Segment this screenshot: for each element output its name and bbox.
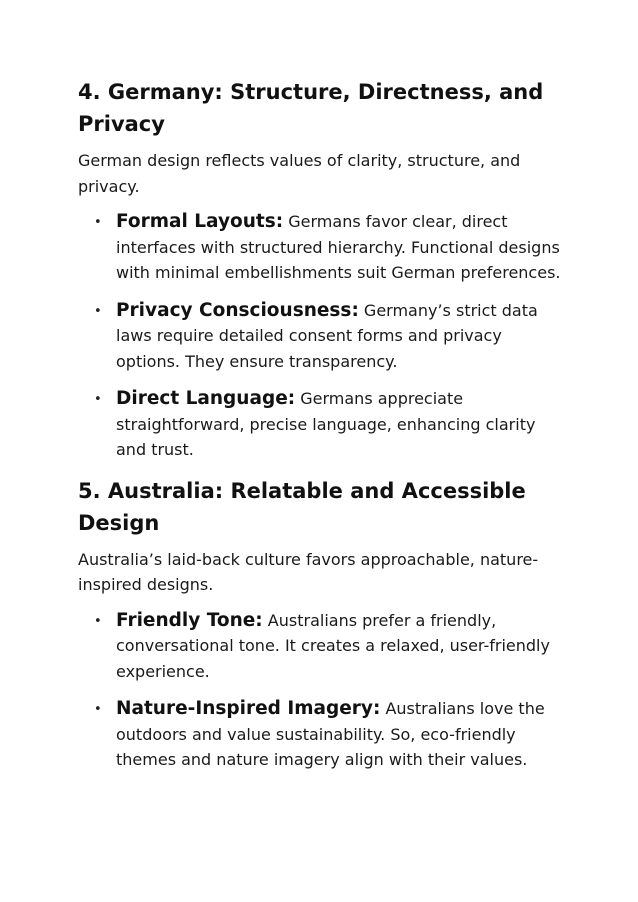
section-heading: 4. Germany: Structure, Directness, and Privacy <box>78 80 544 136</box>
bullet-icon: • <box>94 392 102 407</box>
bullet-list <box>78 608 568 773</box>
list-item-text: Australians love the outdoors and value sustainability. So, eco-friendly themes and nature imagery align with their values. <box>116 699 545 769</box>
bullet-icon: • <box>94 215 102 230</box>
list-item-term: Direct Language: <box>116 388 296 409</box>
bullet-icon: • <box>94 303 102 319</box>
list-item <box>78 209 568 286</box>
list-item-term: Privacy Consciousness: <box>116 299 359 321</box>
list-item-text: Australians prefer a friendly, conversational tone. It creates a relaxed, user-friendly experience. <box>116 610 550 681</box>
list-item <box>78 298 568 375</box>
section-heading: 5. Australia: Relatable and Accessible Design <box>78 478 526 535</box>
list-item <box>78 696 568 773</box>
section-australia <box>78 475 568 773</box>
list-item <box>78 386 568 463</box>
section-germany <box>78 76 568 463</box>
list-item-text: Germany’s strict data laws require detailed consent forms and privacy options. They ensure transparency. <box>116 300 538 371</box>
list-item-text: Germans appreciate straightforward, precise language, enhancing clarity and trust. <box>116 389 536 459</box>
bullet-list <box>78 209 568 463</box>
section-intro: Australia’s laid-back culture favors approachable, nature-inspired designs. <box>78 549 539 594</box>
list-item-term: Friendly Tone: <box>116 609 263 631</box>
bullet-icon: • <box>94 613 102 629</box>
list-item <box>78 608 568 685</box>
list-item-text: Germans favor clear, direct interfaces with structured hierarchy. Functional designs with minimal embellishments suit German preferences. <box>116 212 561 282</box>
section-intro: German design reflects values of clarity, structure, and privacy. <box>78 151 521 196</box>
list-item-term: Nature-Inspired Imagery: <box>116 698 381 719</box>
document-page <box>78 76 568 785</box>
list-item-term: Formal Layouts: <box>116 211 284 232</box>
bullet-icon: • <box>94 702 102 717</box>
